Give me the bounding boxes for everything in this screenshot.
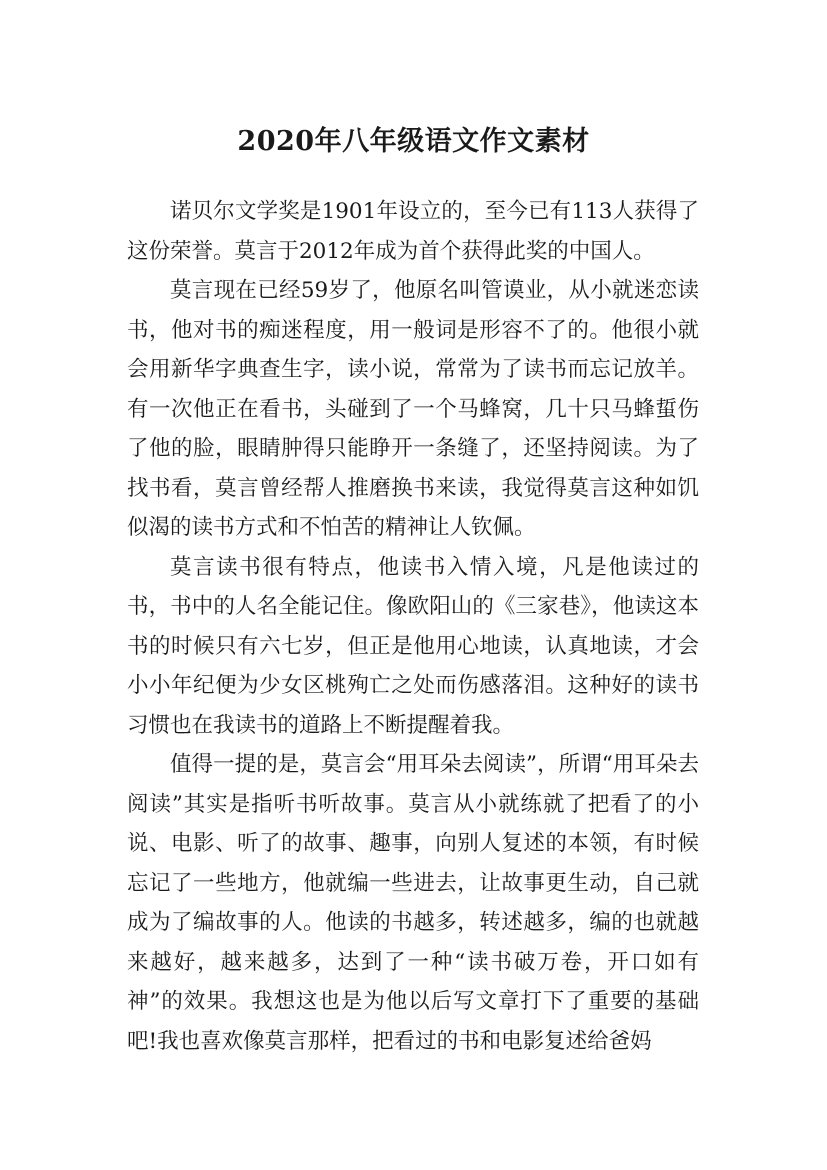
paragraph-3: 莫言读书很有特点，他读书入情入境，凡是他读过的书，书中的人名全能记住。像欧阳山的《三家巷》，他读这本书的时候只有六七岁，但正是他用心地读，认真地读，才会小小年纪便为少女区桃殉亡之处而伤感落泪。这种好的读书习惯也在我读书的道路上不断提醒着我。	[127, 554, 699, 738]
paragraph-2: 莫言现在已经59岁了，他原名叫管谟业，从小就迷恋读书，他对书的痴迷程度，用一般词是形容不了的。他很小就会用新华字典查生字，读小说，常常为了读书而忘记放羊。有一次他正在看书，头碰到了一个马蜂窝，几十只马蜂蜇伤了他的脸，眼睛肿得只能睁开一条缝了，还坚持阅读。为了找书看，莫言曾经帮人推磨换书来读，我觉得莫言这种如饥似渴的读书方式和不怕苦的精神让人钦佩。	[127, 278, 699, 540]
paragraph-4: 值得一提的是，莫言会“用耳朵去阅读”，所谓“用耳朵去阅读”其实是指听书听故事。莫言从小就练就了把看了的小说、电影、听了的故事、趣事，向别人复述的本领，有时候忘记了一些地方，他就编一些进去，让故事更生动，自己就成为了编故事的人。他读的书越多，转述越多，编的也就越来越好，越来越多，达到了一种“读书破万卷，开口如有神”的效果。我想这也是为他以后写文章打下了重要的基础吧!我也喜欢像莫言那样，把看过的书和电影复述给爸妈	[127, 752, 699, 1054]
paragraph-1: 诺贝尔文学奖是1901年设立的，至今已有113人获得了这份荣誉。莫言于2012年成为首个获得此奖的中国人。	[127, 199, 699, 264]
document-body	[127, 192, 699, 1061]
document-title: 2020年八年级语文作文素材	[237, 126, 590, 158]
